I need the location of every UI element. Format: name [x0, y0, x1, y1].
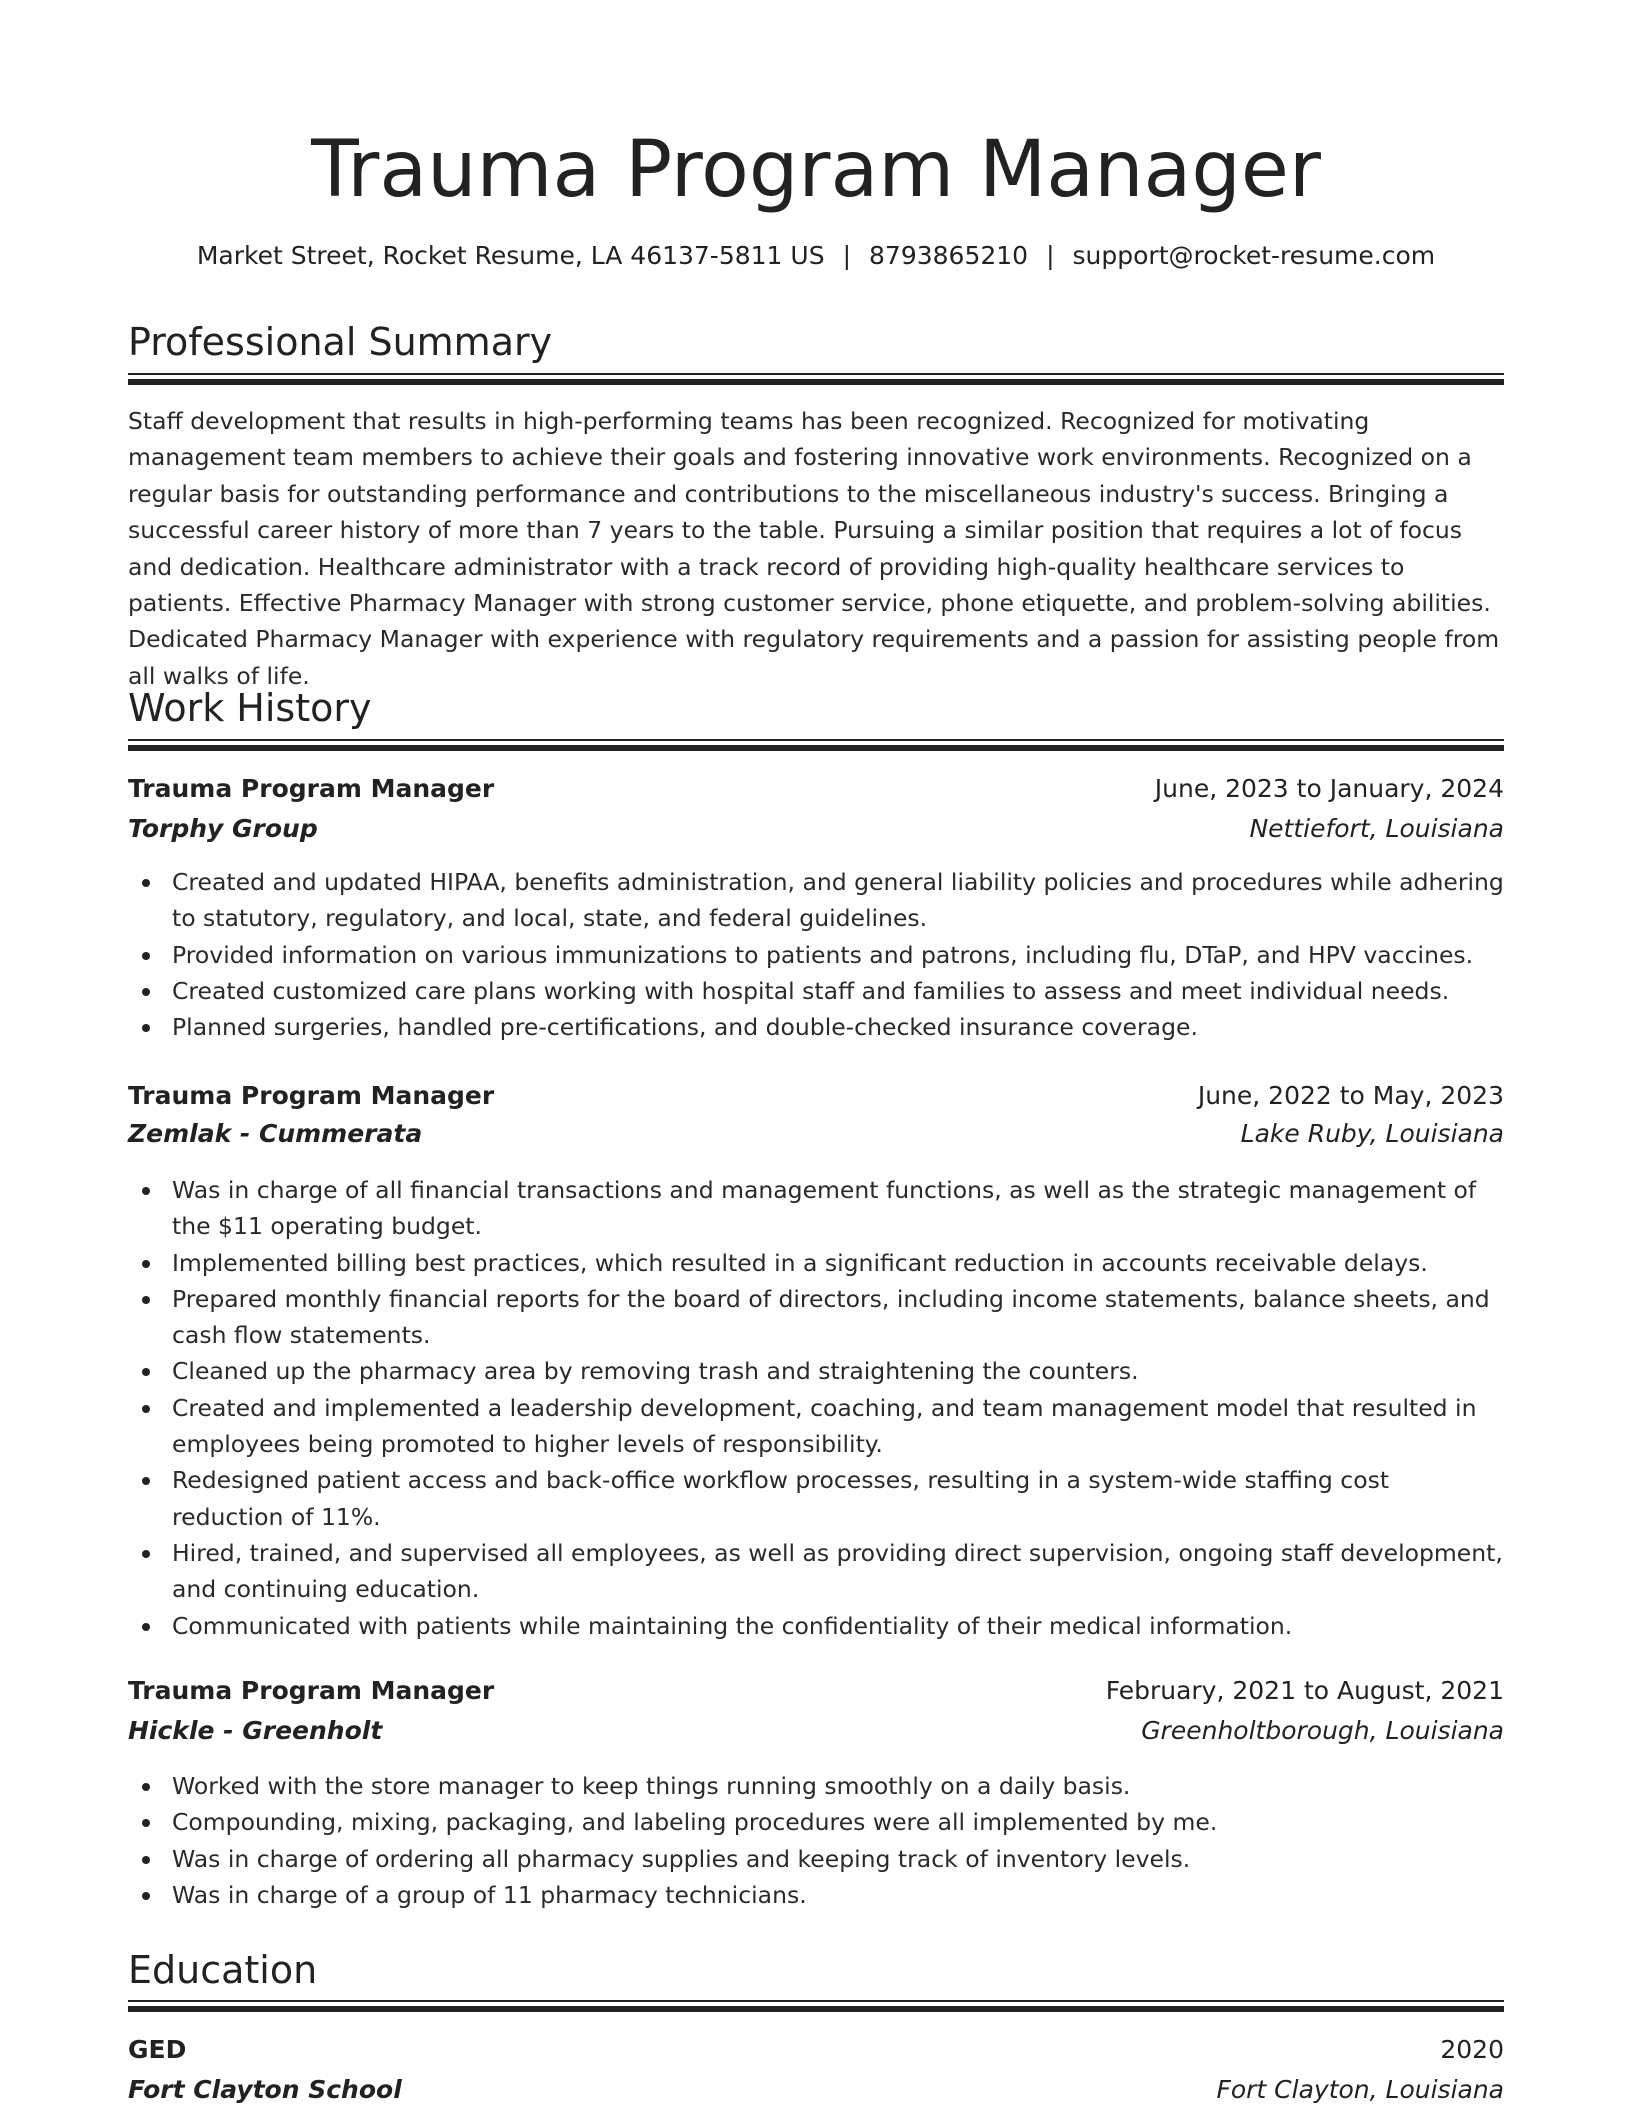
contact-address: Market Street, Rocket Resume, LA 46137-5811 US — [196, 241, 825, 270]
bullet-icon — [142, 952, 150, 960]
list-item: Communicated with patients while maintaining the confidentiality of their medical information. — [128, 1608, 1504, 1644]
contact-separator: | — [842, 241, 852, 270]
section-title-work-history: Work History — [128, 686, 372, 730]
list-item: Was in charge of ordering all pharmacy supplies and keeping track of inventory levels. — [128, 1841, 1504, 1877]
job-company: Torphy Group — [128, 814, 318, 843]
section-title-education: Education — [128, 1948, 318, 1992]
bullet-icon — [142, 1477, 150, 1485]
section-divider — [128, 373, 1504, 385]
education-school: Fort Clayton School — [128, 2075, 402, 2104]
job-location: Nettiefort, Louisiana — [1249, 814, 1504, 843]
job-dates: June, 2022 to May, 2023 — [1197, 1081, 1504, 1110]
contact-phone: 8793865210 — [869, 241, 1029, 270]
list-item: Was in charge of a group of 11 pharmacy technicians. — [128, 1877, 1504, 1913]
bullet-icon — [142, 1623, 150, 1631]
summary-text: Staff development that results in high-performing teams has been recognized. Recognized for motivating management team members to achieve their goals and fostering innovative work environments. Recognized on a regular basis for outstanding performance and contributions to the miscellaneous industry's success. Bringing a successful career history of more than 7 years to the table. Pursuing a similar position that requires a lot of focus and dedication. Healthcare administrator with a track record of providing high-quality healthcare services to patients. Effective Pharmacy Manager with strong customer service, phone etiquette, and problem-solving abilities. Dedicated Pharmacy Manager with experience with regulatory requirements and a passion for assisting people from all walks of life. — [128, 407, 1500, 690]
bullet-icon — [142, 1296, 150, 1304]
candidate-name: Trauma Program Manager — [311, 125, 1321, 215]
job-header — [128, 1671, 1504, 1711]
bullet-icon — [142, 1783, 150, 1791]
contact-line — [128, 238, 1504, 274]
section-divider — [128, 739, 1504, 751]
list-item: Implemented billing best practices, which resulted in a significant reduction in accounts receivable delays. — [128, 1245, 1504, 1281]
job-subheader — [128, 1114, 1504, 1154]
bullet-icon — [142, 879, 150, 887]
bullet-icon — [142, 1405, 150, 1413]
bullet-icon — [142, 1024, 150, 1032]
section-title-summary: Professional Summary — [128, 320, 553, 364]
list-item: Provided information on various immunizations to patients and patrons, including flu, DTaP, and HPV vaccines. — [128, 937, 1504, 973]
list-item: Planned surgeries, handled pre-certifications, and double-checked insurance coverage. — [128, 1009, 1504, 1045]
job-location: Lake Ruby, Louisiana — [1240, 1119, 1504, 1148]
job-dates: June, 2023 to January, 2024 — [1154, 774, 1504, 803]
bullet-icon — [142, 1856, 150, 1864]
list-item: Worked with the store manager to keep things running smoothly on a daily basis. — [128, 1768, 1504, 1804]
education-year: 2020 — [1440, 2035, 1504, 2064]
list-item: Created customized care plans working with hospital staff and families to assess and meet individual needs. — [128, 973, 1504, 1009]
list-item: Created and implemented a leadership development, coaching, and team management model that resulted in employees being promoted to higher levels of responsibility. — [128, 1390, 1504, 1463]
bullet-icon — [142, 1819, 150, 1827]
job-header — [128, 769, 1504, 809]
job-title: Trauma Program Manager — [128, 1081, 495, 1110]
job-bullet-list — [128, 1768, 1504, 1913]
bullet-icon — [142, 1260, 150, 1268]
job-header — [128, 1076, 1504, 1116]
job-location: Greenholtborough, Louisiana — [1141, 1716, 1504, 1745]
list-item: Hired, trained, and supervised all employees, as well as providing direct supervision, ongoing staff development, and continuing education. — [128, 1535, 1504, 1608]
list-item: Prepared monthly financial reports for the board of directors, including income statements, balance sheets, and cash flow statements. — [128, 1281, 1504, 1354]
job-title: Trauma Program Manager — [128, 774, 495, 803]
education-location: Fort Clayton, Louisiana — [1216, 2075, 1504, 2104]
bullet-icon — [142, 1368, 150, 1376]
list-item: Compounding, mixing, packaging, and labeling procedures were all implemented by me. — [128, 1804, 1504, 1840]
contact-email: support@rocket-resume.com — [1072, 241, 1436, 270]
education-degree: GED — [128, 2035, 187, 2064]
job-company: Hickle - Greenholt — [128, 1716, 383, 1745]
job-subheader — [128, 1711, 1504, 1751]
list-item: Cleaned up the pharmacy area by removing trash and straightening the counters. — [128, 1353, 1504, 1389]
job-company: Zemlak - Cummerata — [128, 1119, 423, 1148]
education-subheader — [128, 2070, 1504, 2110]
contact-separator: | — [1046, 241, 1055, 270]
list-item: Redesigned patient access and back-office workflow processes, resulting in a system-wide staffing cost reduction of 11%. — [128, 1462, 1504, 1535]
section-divider — [128, 2000, 1504, 2012]
bullet-icon — [142, 1187, 150, 1195]
job-bullet-list — [128, 1172, 1504, 1644]
bullet-icon — [142, 1892, 150, 1900]
job-dates: February, 2021 to August, 2021 — [1105, 1676, 1504, 1705]
job-title: Trauma Program Manager — [128, 1676, 495, 1705]
job-subheader — [128, 809, 1504, 849]
list-item: Was in charge of all financial transactions and management functions, as well as the strategic management of the $11 operating budget. — [128, 1172, 1504, 1245]
list-item: Created and updated HIPAA, benefits administration, and general liability policies and procedures while adhering to statutory, regulatory, and local, state, and federal guidelines. — [128, 864, 1504, 937]
education-header — [128, 2030, 1504, 2070]
bullet-icon — [142, 1550, 150, 1558]
job-bullet-list — [128, 864, 1504, 1045]
bullet-icon — [142, 988, 150, 996]
